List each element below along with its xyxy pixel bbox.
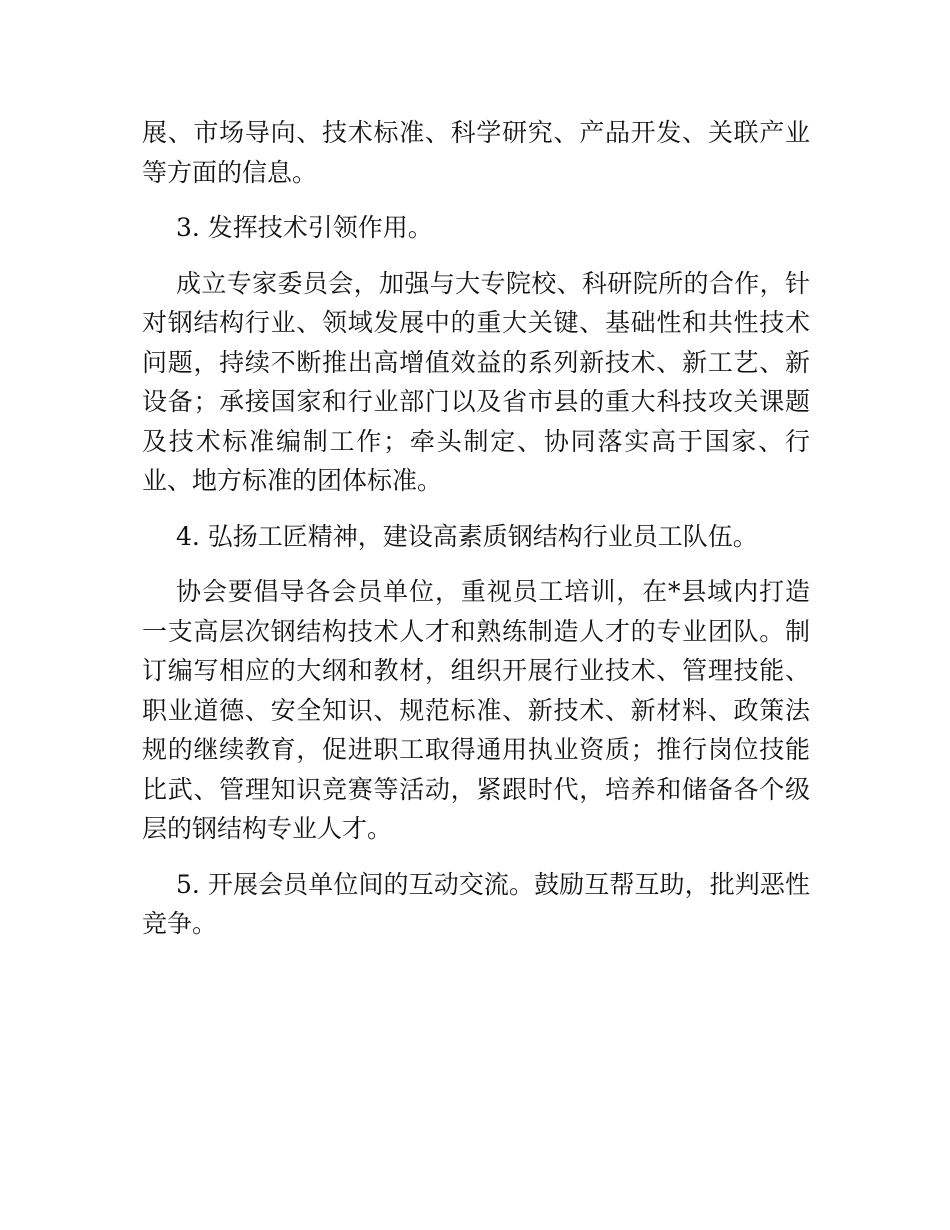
paragraph-continuation: 展、市场导向、技术标准、科学研究、产品开发、关联产业等方面的信息。 [142, 118, 810, 187]
section-heading-5: 5. 开展会员单位间的互动交流。鼓励互帮互助，批判恶性竞争。 [142, 869, 810, 938]
paragraph-staff-training: 协会要倡导各会员单位，重视员工培训，在*县域内打造一支高层次钢结构技术人才和熟练制造人才的专业团队。制订编写相应的大纲和教材，组织开展行业技术、管理技能、职业道德、安全知识、规范标准、新技术、新材料、政策法规的继续教育，促进职工取得通用执业资质；推行岗位技能比武、管理知识竞赛等活动，紧跟时代，培养和储备各个级层的钢结构专业人才。 [142, 577, 810, 843]
section-heading-4: 4. 弘扬工匠精神，建设高素质钢结构行业员工队伍。 [176, 521, 758, 551]
paragraph-tech-leadership: 成立专家委员会，加强与大专院校、科研院所的合作，针对钢结构行业、领域发展中的重大关键、基础性和共性技术问题，持续不断推出高增值效益的系列新技术、新工艺、新设备；承接国家和行业部门以及省市县的重大科技攻关课题及技术标准编制工作；牵头制定、协同落实高于国家、行业、地方标准的团体标准。 [142, 268, 810, 495]
document-body [142, 113, 810, 960]
section-heading-3: 3. 发挥技术引领作用。 [176, 213, 433, 242]
